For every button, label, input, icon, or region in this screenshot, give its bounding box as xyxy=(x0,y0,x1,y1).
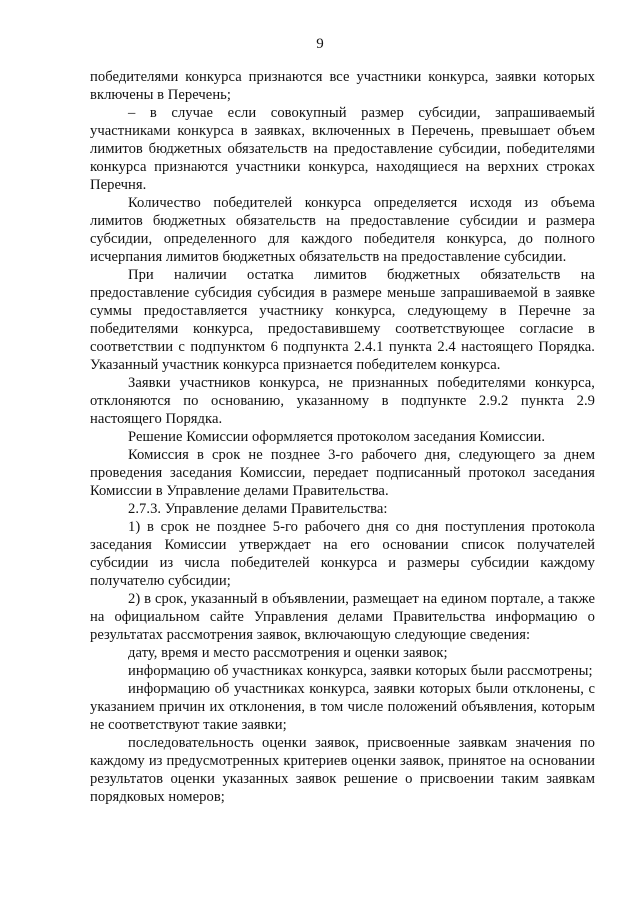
paragraph-13: информацию об участниках конкурса, заявки которых были отклонены, с указанием причин их отклонения, в том числе положений объявления, которым не соответствуют такие заявки; xyxy=(90,681,595,733)
paragraph-4: При наличии остатка лимитов бюджетных обязательств на предоставление субсидия субсидия в размере меньше запрашиваемой в заявке суммы предоставляется участнику конкурса, следующему в Перечне за победителями конкурса, предоставившему соответствующее согласие в соответствии с подпунктом 6 подпункта 2.4.1 пункта 2.4 настоящего Порядка. Указанный участник конкурса признается победителем конкурса. xyxy=(90,267,595,373)
paragraph-5: Заявки участников конкурса, не признанных победителями конкурса, отклоняются по основанию, указанному в подпункте 2.9.2 пункта 2.9 настоящего Порядка. xyxy=(90,375,595,427)
paragraph-8: 2.7.3. Управление делами Правительства: xyxy=(128,501,388,517)
paragraph-6: Решение Комиссии оформляется протоколом заседания Комиссии. xyxy=(128,429,546,445)
paragraph-10: 2) в срок, указанный в объявлении, размещает на едином портале, а также на официальном сайте Управления делами Правительства информацию о результатах рассмотрения заявок, включающую следующие сведения: xyxy=(90,591,595,643)
paragraph-2: – в случае если совокупный размер субсидии, запрашиваемый участниками конкурса в заявках, включенных в Перечень, превышает объем лимитов бюджетных обязательств на предоставление субсидии, победителями конкурса признаются участники конкурса, находящиеся на верхних строках Перечня. xyxy=(90,105,595,193)
paragraph-1: победителями конкурса признаются все участники конкурса, заявки которых включены в Перечень; xyxy=(90,69,595,103)
paragraph-12: информацию об участниках конкурса, заявки которых были рассмотрены; xyxy=(128,663,593,679)
paragraph-14: последовательность оценки заявок, присвоенные заявкам значения по каждому из предусмотренных критериев оценки заявок, принятое на основании результатов оценки указанных заявок решение о присвоении таким заявкам порядковых номеров; xyxy=(90,735,595,805)
page-number: 9 xyxy=(316,36,324,52)
document-body xyxy=(90,68,595,806)
paragraph-3: Количество победителей конкурса определяется исходя из объема лимитов бюджетных обязательств на предоставление субсидии и размера субсидии, определенного для каждого победителя конкурса, до полного исчерпания лимитов бюджетных обязательств на предоставление субсидии. xyxy=(90,195,595,265)
paragraph-9: 1) в срок не позднее 5-го рабочего дня со дня поступления протокола заседания Комиссии утверждает на его основании список получателей субсидии из числа победителей конкурса и размеры субсидии каждому получателю субсидии; xyxy=(90,519,595,589)
paragraph-7: Комиссия в срок не позднее 3-го рабочего дня, следующего за днем проведения заседания Комиссии, передает подписанный протокол заседания Комиссии в Управление делами Правительства. xyxy=(90,447,595,499)
paragraph-11: дату, время и место рассмотрения и оценки заявок; xyxy=(128,645,448,661)
